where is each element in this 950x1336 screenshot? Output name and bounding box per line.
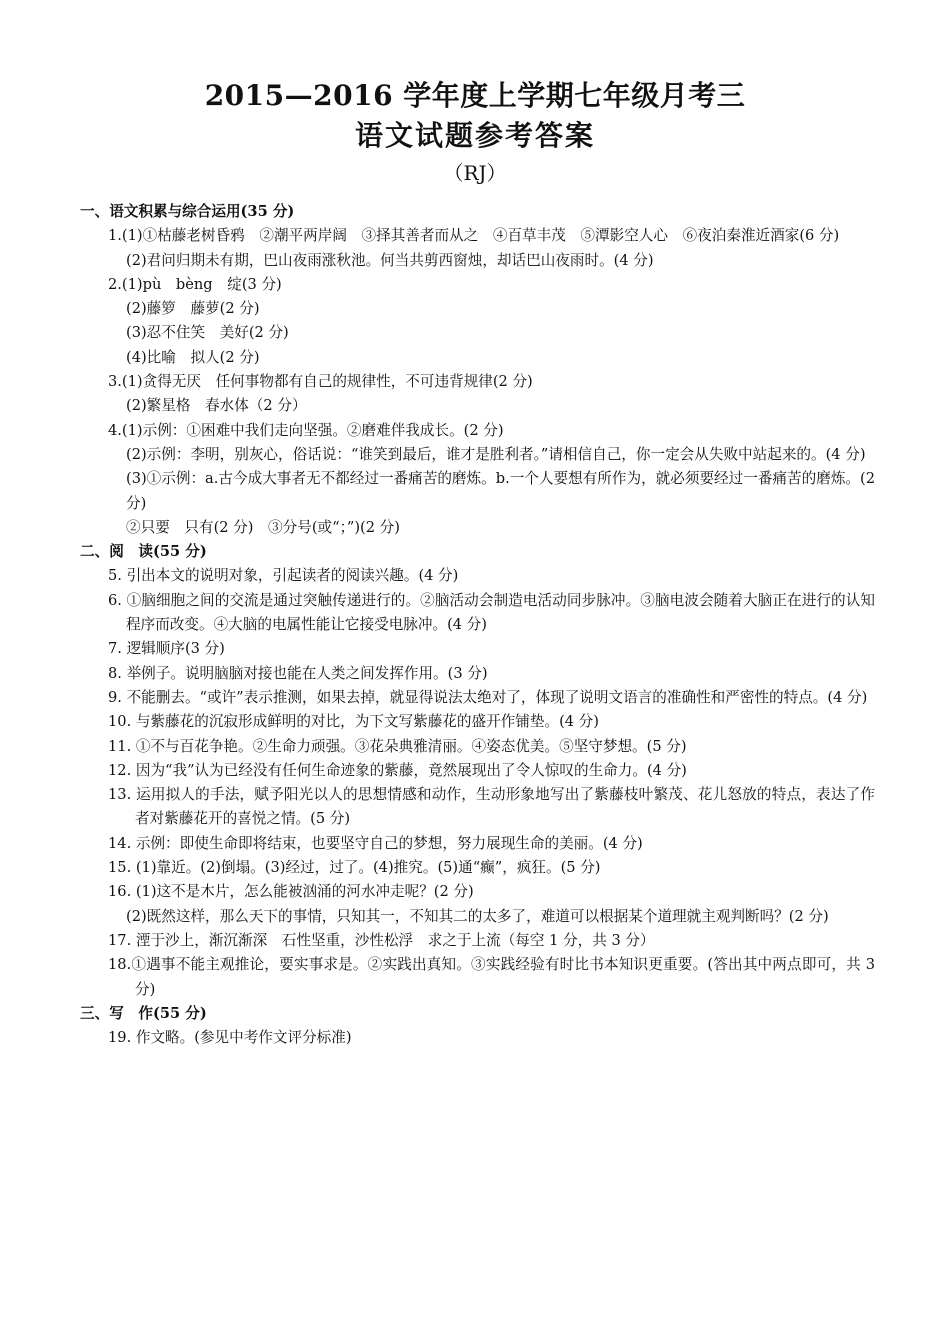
- document-title: 2015—2016 学年度上学期七年级月考三: [204, 79, 746, 112]
- document-subtitle: 语文试题参考答案: [354, 119, 595, 152]
- answer-7: 7. 逻辑顺序(3 分): [108, 640, 225, 658]
- answer-2-2: (2)藤箩 藤萝(2 分): [126, 300, 260, 318]
- section-heading-3: 三、写 作(55 分): [80, 1004, 207, 1022]
- answer-18: 18.①遇事不能主观推论，要实事求是。②实践出真知。③实践经验有时比书本知识更重要。(答出其中两点即可，共 3 分): [108, 956, 875, 998]
- answer-1-2: (2)君问归期未有期，巴山夜雨涨秋池。何当共剪西窗烛，却话巴山夜雨时。(4 分): [126, 251, 654, 269]
- answer-12: 12. 因为“我”认为已经没有任何生命迹象的紫藤，竟然展现出了令人惊叹的生命力。(4 分): [108, 761, 687, 779]
- answer-4-4: ②只要 只有(2 分) ③分号(或“；”)(2 分): [126, 518, 400, 536]
- answer-14: 14. 示例：即使生命即将结束，也要坚守自己的梦想，努力展现生命的美丽。(4 分): [108, 834, 643, 852]
- answer-8: 8. 举例子。说明脑脑对接也能在人类之间发挥作用。(3 分): [108, 664, 488, 682]
- edition-label: （RJ）: [443, 161, 507, 185]
- answer-3-2: (2)繁星格 春水体（2 分）: [126, 397, 307, 415]
- answer-19: 19. 作文略。(参见中考作文评分标准): [108, 1029, 352, 1047]
- answer-2-4: (4)比喻 拟人(2 分): [126, 348, 260, 366]
- answer-2-1: 2.(1)pù bèng 绽(3 分): [108, 275, 282, 293]
- answer-4-2: (2)示例：李明，别灰心，俗话说：“谁笑到最后，谁才是胜利者。”请相信自己，你一定会从失败中站起来的。(4 分): [126, 445, 866, 463]
- answer-1-1: 1.(1)①枯藤老树昏鸦 ②潮平两岸阔 ③择其善者而从之 ④百草丰茂 ⑤潭影空人心 ⑥夜泊秦淮近酒家(6 分): [108, 227, 840, 245]
- answer-16-1: 16. (1)这不是木片，怎么能被汹涌的河水冲走呢？(2 分): [108, 883, 474, 901]
- answer-11: 11. ①不与百花争艳。②生命力顽强。③花朵典雅清丽。④姿态优美。⑤坚守梦想。(5 分): [108, 737, 687, 755]
- answer-13: 13. 运用拟人的手法，赋予阳光以人的思想情感和动作，生动形象地写出了紫藤枝叶繁茂、花儿怒放的特点，表达了作者对紫藤花开的喜悦之情。(5 分): [108, 786, 875, 828]
- answer-4-3: (3)①示例：a.古今成大事者无不都经过一番痛苦的磨炼。b.一个人要想有所作为，就必须要经过一番痛苦的磨炼。(2 分): [126, 470, 875, 512]
- answer-content: [80, 200, 875, 1050]
- answer-9: 9. 不能删去。“或许”表示推测，如果去掉，就显得说法太绝对了，体现了说明文语言的准确性和严密性的特点。(4 分): [108, 688, 868, 706]
- answer-15: 15. (1)靠近。(2)倒塌。(3)经过，过了。(4)推究。(5)通“癫”，疯狂。(5 分): [108, 859, 601, 877]
- answer-4-1: 4.(1)示例：①困难中我们走向坚强。②磨难伴我成长。(2 分): [108, 421, 504, 439]
- section-heading-2: 二、阅 读(55 分): [80, 543, 207, 561]
- answer-10: 10. 与紫藤花的沉寂形成鲜明的对比，为下文写紫藤花的盛开作铺垫。(4 分): [108, 713, 599, 731]
- answer-17: 17. 湮于沙上，渐沉渐深 石性坚重，沙性松浮 求之于上流（每空 1 分，共 3 分）: [108, 931, 655, 949]
- answer-2-3: (3)忍不住笑 美好(2 分): [126, 324, 289, 342]
- answer-16-2: (2)既然这样，那么天下的事情，只知其一，不知其二的太多了，难道可以根据某个道理就主观判断吗？(2 分): [126, 907, 829, 925]
- section-heading-1: 一、语文积累与综合运用(35 分): [80, 203, 295, 220]
- answer-6: 6. ①脑细胞之间的交流是通过突触传递进行的。②脑活动会制造电活动同步脉冲。③脑电波会随着大脑正在进行的认知程序而改变。④大脑的电属性能让它接受电脉冲。(4 分): [108, 591, 875, 634]
- answer-3-1: 3.(1)贪得无厌 任何事物都有自己的规律性，不可违背规律(2 分): [108, 373, 533, 391]
- answer-5: 5. 引出本文的说明对象，引起读者的阅读兴趣。(4 分): [108, 567, 459, 585]
